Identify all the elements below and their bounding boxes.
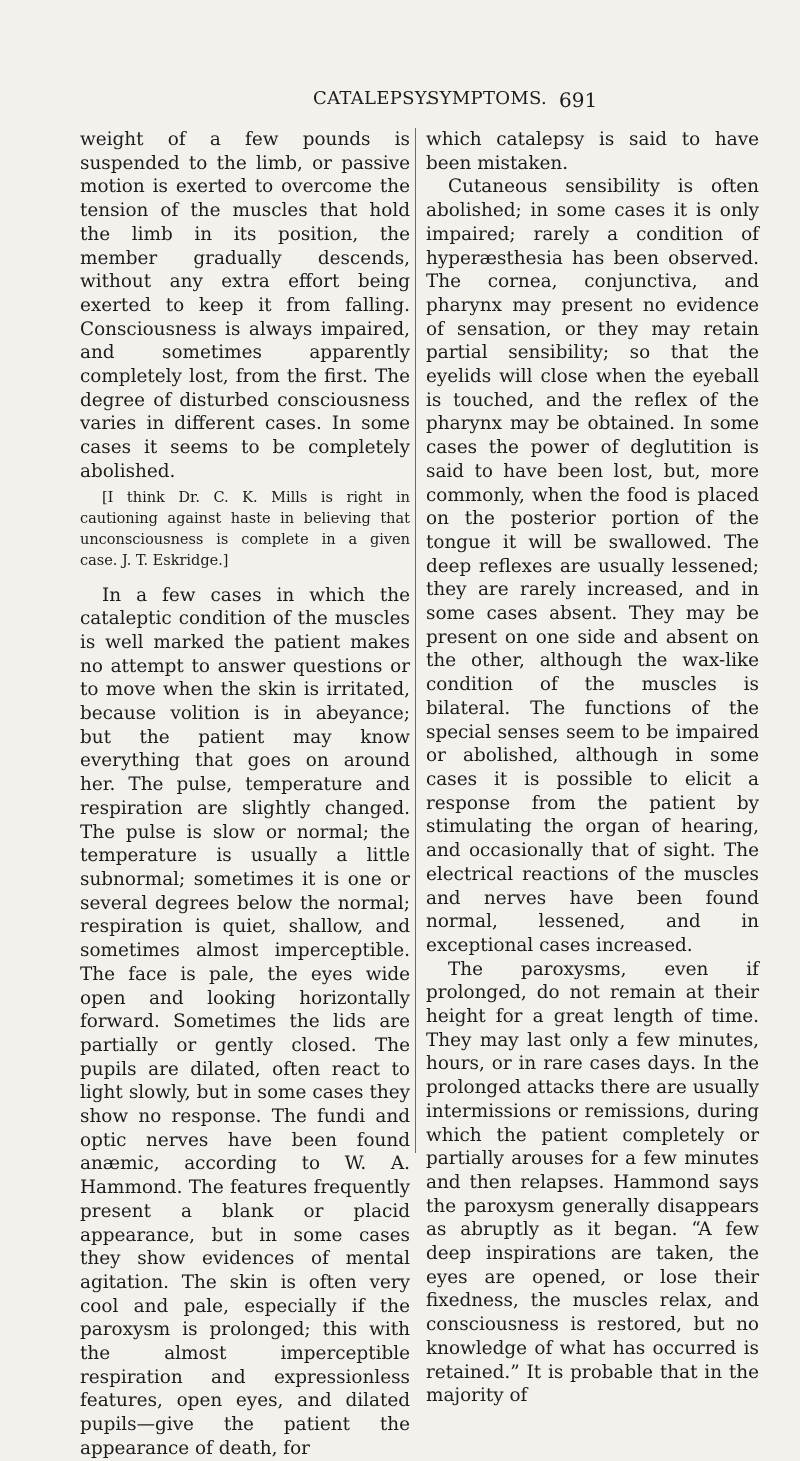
paragraph: The paroxysms, even if prolonged, do not remain at their height for a great length of time. They may last only a few minutes, hours, or in rare cases days. In the prolonged attacks there are usually intermissions or remissions, during which the patient completely or partially arouses for a few minutes and then relapses. Hammond says the paroxysm generally disappears as abruptly as it began. “A few deep inspirations are taken, the eyes are opened, or lose their fixedness, the muscles relax, and consciousness is restored, but no knowledge of what has occurred is retained.” It is probable that in the majority of	[426, 958, 759, 1407]
paragraph: weight of a few pounds is suspended to the limb, or passive motion is exerted to overcome the tension of the muscles that hold the limb in its position, the member gradually descends, without any extra effort being exerted to keep it from falling. Consciousness is always impaired, and sometimes apparently completely lost, from the first. The degree of disturbed consciousness varies in different cases. In some cases it seems to be completely abolished.	[80, 129, 410, 482]
left-column	[80, 128, 410, 1461]
paragraph: In a few cases in which the cataleptic condition of the muscles is well marked the patient makes no attempt to answer questions or to move when the skin is irritated, because volition is in abeyance; but the patient may know everything that goes on around her. The pulse, temperature and respiration are slightly changed. The pulse is slow or normal; the temperature is usually a little subnormal; sometimes it is one or several degrees below the normal; respiration is quiet, shallow, and sometimes almost imperceptible. The face is pale, the eyes wide open and looking horizontally forward. Sometimes the lids are partially or gently closed. The pupils are dilated, often react to light slowly, but in some cases they show no response. The fundi and optic nerves have been found anæmic, according to W. A. Hammond. The features frequently present a blank or placid appearance, but in some cases they show evidences of mental agitation. The skin is often very cool and pale, especially if the paroxysm is prolonged; this with the almost imperceptible respiration and expressionless features, open eyes, and dilated pupils—give the patient the appearance of death, for	[80, 584, 410, 1459]
running-header	[0, 88, 800, 118]
right-column	[426, 128, 759, 1408]
paragraph: which catalepsy is said to have been mistaken.	[426, 129, 759, 174]
running-head-left: CATALEPSY.	[313, 88, 431, 109]
paragraph: Cutaneous sensibility is often abolished; in some cases it is only impaired; rarely a condition of hyperæsthesia has been observed. The cornea, conjunctiva, and pharynx may present no evidence of sensation, or they may retain partial sensibility; so that the eyelids will close when the eyeball is touched, and the reflex of the pharynx may be obtained. In some cases the power of deglutition is said to have been lost, but, more commonly, when the food is placed on the posterior portion of the tongue it will be swallowed. The deep reflexes are usually lessened; they are rarely increased, and in some cases absent. They may be present on one side and absent on the other, although the wax-like condition of the muscles is bilateral. The functions of the special senses seem to be impaired or abolished, although in some cases it is possible to elicit a response from the patient by stimulating the organ of hearing, and occasionally that of sight. The electrical reactions of the muscles and nerves have been found normal, lessened, and in exceptional cases increased.	[426, 176, 759, 956]
running-head-right: SYMPTOMS.	[427, 88, 548, 109]
page-number: 691	[559, 88, 598, 112]
editor-note: [I think Dr. C. K. Mills is right in cautioning against haste in believing that unconsciousness is complete in a given case. J. T. Eskridge.]	[80, 489, 410, 569]
column-divider	[415, 128, 416, 1153]
